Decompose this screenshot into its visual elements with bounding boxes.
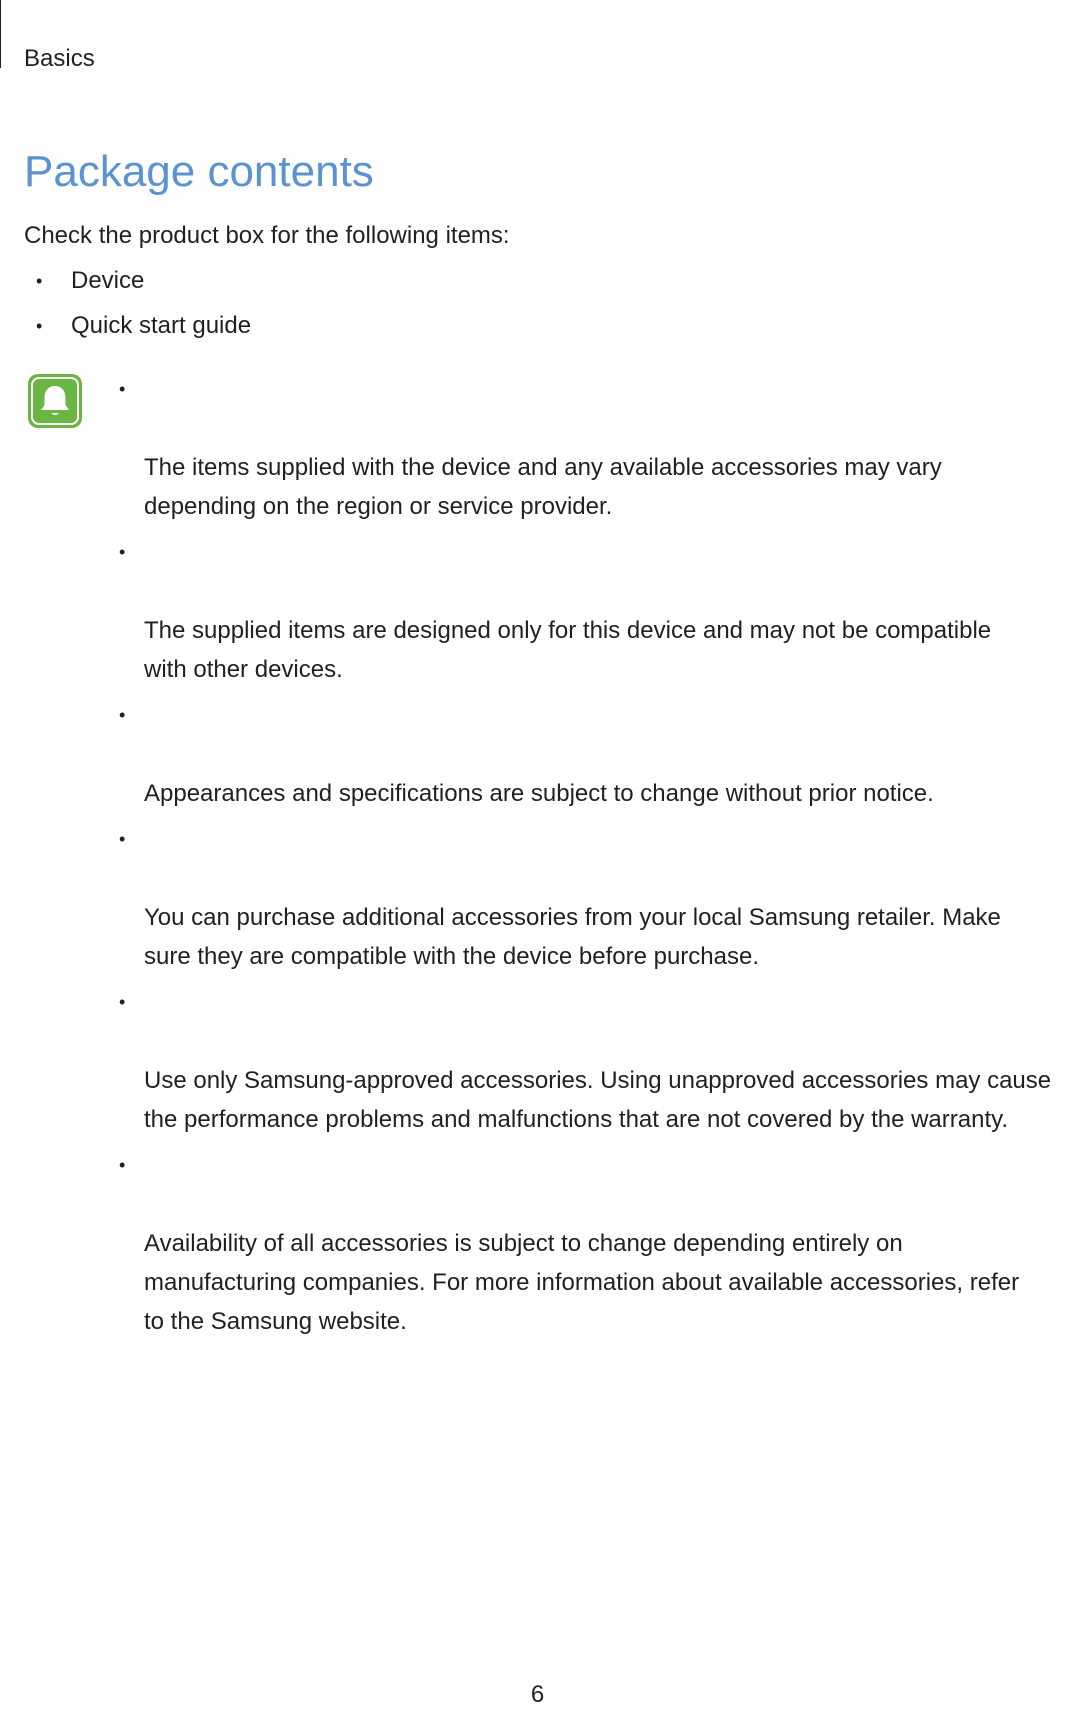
bullet: •: [36, 271, 43, 291]
page-title: Package contents: [24, 147, 374, 196]
item-label-quick-start-guide: Quick start guide: [71, 312, 252, 339]
page-number: 6: [530, 1681, 545, 1708]
intro-text: Check the product box for the following items:: [24, 222, 510, 249]
note-item: [116, 696, 1075, 813]
note-item: [116, 1146, 1075, 1341]
bullet: •: [119, 705, 126, 725]
list-item: [24, 311, 251, 341]
item-label-device: Device: [71, 267, 145, 294]
bullet: •: [119, 542, 126, 562]
note-item: [116, 533, 1075, 689]
note-item: [116, 983, 1075, 1139]
bell-icon: [26, 372, 84, 430]
note-item: [116, 370, 1075, 526]
section-label: Basics: [24, 45, 95, 72]
note-text: The items supplied with the device and any available accessories may vary depending on the region or service provider.: [144, 454, 942, 520]
bullet: •: [119, 379, 126, 399]
note-text: Use only Samsung-approved accessories. Using unapproved accessories may cause the performance problems and malfunctions that are not covered by the warranty.: [144, 1067, 1052, 1133]
note-text: The supplied items are designed only for this device and may not be compatible with other devices.: [144, 617, 992, 683]
list-item: [24, 266, 251, 296]
note-list: [116, 370, 1075, 1348]
note-text: You can purchase additional accessories from your local Samsung retailer. Make sure they are compatible with the device before purchase.: [144, 904, 1001, 970]
bullet: •: [119, 992, 126, 1012]
note-text: Availability of all accessories is subject to change depending entirely on manufacturing companies. For more information about available accessories, refer to the Samsung website.: [144, 1230, 1020, 1335]
bullet: •: [119, 1155, 126, 1175]
note-item: [116, 820, 1075, 976]
bullet: •: [119, 829, 126, 849]
note-text: Appearances and specifications are subject to change without prior notice.: [144, 780, 934, 807]
bullet: •: [36, 316, 43, 336]
package-items-list: [24, 266, 251, 356]
header-edge-line: [0, 0, 1, 68]
